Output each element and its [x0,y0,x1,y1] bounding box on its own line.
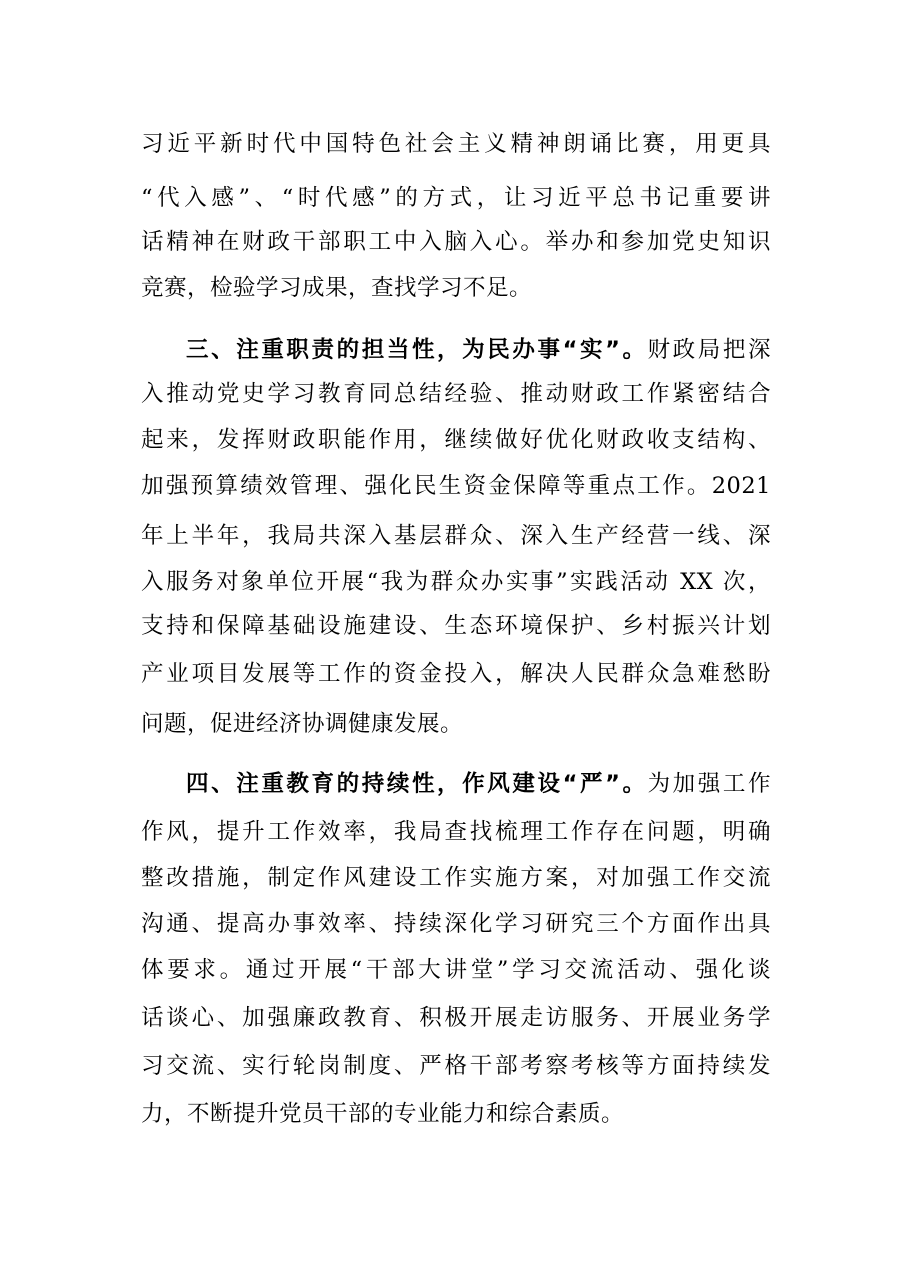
section-4-line-2: 作风，提升工作效率，我局查找梳理工作存在问题，明确 [141,819,771,845]
paragraph-1-line-4: 竞赛，检验学习成果，查找学习不足。 [141,275,533,301]
section-4-first-line [186,764,771,804]
section-4-line-5: 体要求。通过开展“干部大讲堂”学习交流活动、强化谈 [141,957,771,983]
paragraph-1-line-1: 习近平新时代中国特色社会主义精神朗诵比赛，用更具 [141,131,771,157]
section-3-line-3: 起来，发挥财政职能作用，继续做好优化财政收支结构、 [141,427,771,453]
section-4-line-3: 整改措施，制定作风建设工作实施方案，对加强工作交流 [141,865,771,891]
section-3-line-9: 问题，促进经济协调健康发展。 [141,711,464,737]
paragraph-1-line-2: “代入感”、“时代感”的方式，让习近平总书记重要讲 [141,185,771,211]
section-4-line-6: 话谈心、加强廉政教育、积极开展走访服务、开展业务学 [141,1005,771,1031]
section-3-first-line-text: 财政局把深 [647,337,771,363]
section-4-line-4: 沟通、提高办事效率、持续深化学习研究三个方面作出具 [141,911,771,937]
section-3-first-line [186,330,771,370]
section-4-heading: 四、注重教育的持续性，作风建设“严”。 [186,771,648,797]
section-4-first-line-text: 为加强工作 [647,771,771,797]
section-3-line-8: 产业项目发展等工作的资金投入，解决人民群众急难愁盼 [141,661,771,687]
section-3-line-5: 年上半年，我局共深入基层群众、深入生产经营一线、深 [141,523,771,549]
paragraph-1-line-3: 话精神在财政干部职工中入脑入心。举办和参加党史知识 [141,229,771,255]
section-3-line-4: 加强预算绩效管理、强化民生资金保障等重点工作。2021 [141,473,771,499]
section-3-line-7: 支持和保障基础设施建设、生态环境保护、乡村振兴计划 [141,613,771,639]
section-3-line-2: 入推动党史学习教育同总结经验、推动财政工作紧密结合 [141,381,771,407]
section-3-line-6: 入服务对象单位开展“我为群众办实事”实践活动 XX 次， [141,569,771,595]
section-4-line-7: 习交流、实行轮岗制度、严格干部考察考核等方面持续发 [141,1053,771,1079]
section-4-line-8: 力，不断提升党员干部的专业能力和综合素质。 [141,1101,625,1127]
section-3-heading: 三、注重职责的担当性，为民办事“实”。 [186,337,648,363]
